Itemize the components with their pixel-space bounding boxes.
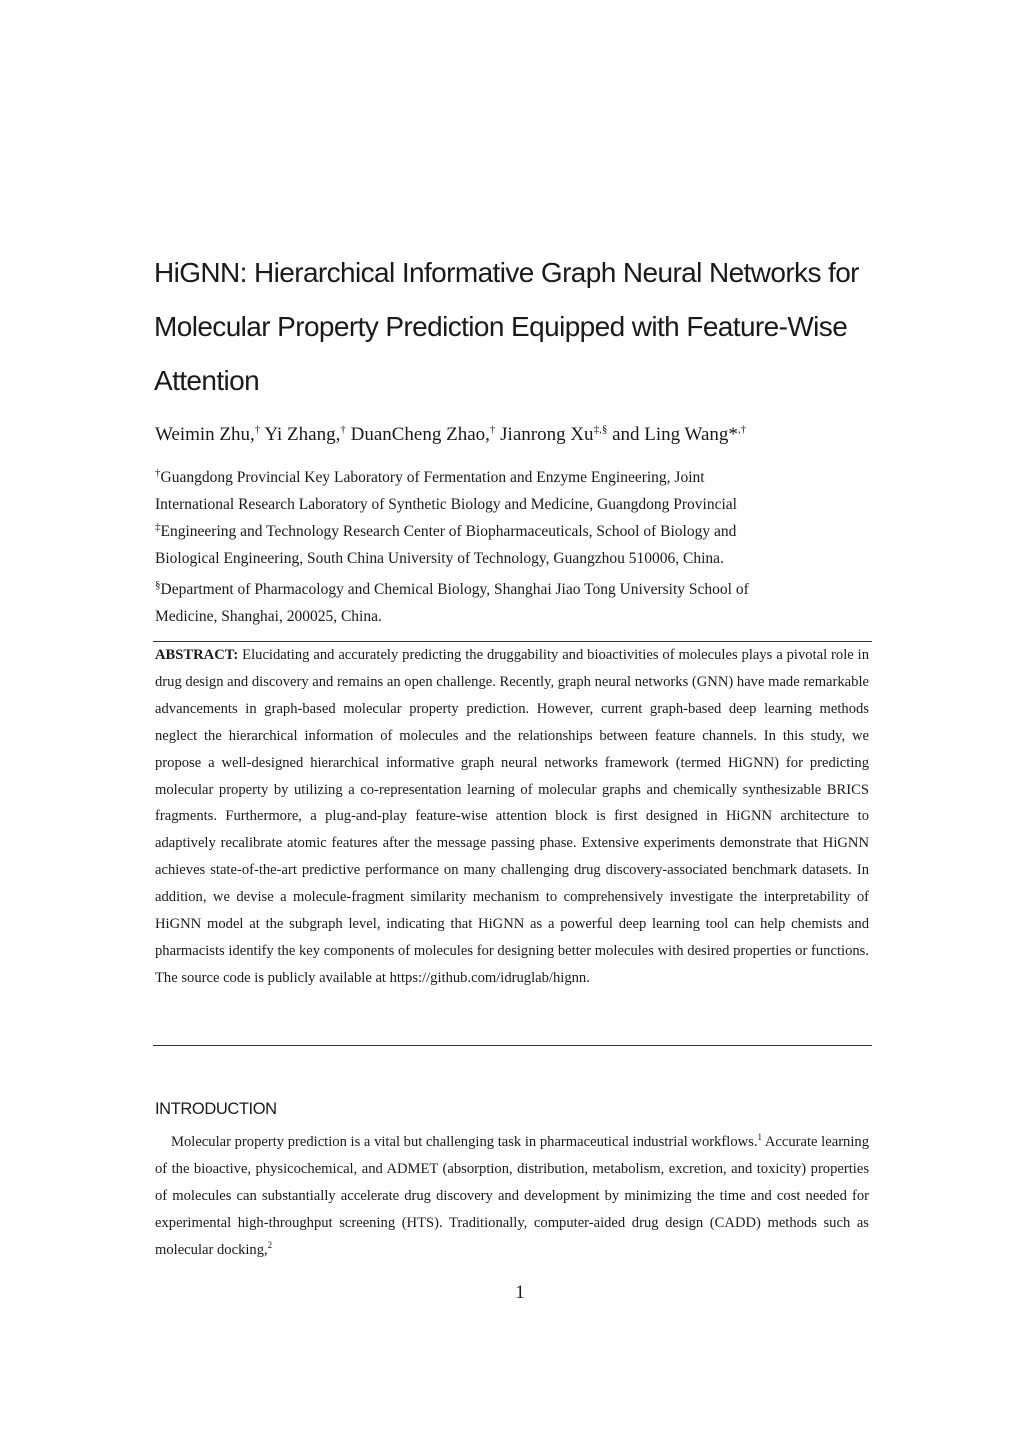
author-name: Weimin Zhu, — [155, 424, 255, 445]
author-affiliation-mark: † — [489, 423, 496, 436]
affiliation-text: Engineering and Technology Research Center of Biopharmaceuticals, School of Biology and — [160, 523, 737, 540]
citation-ref: 1 — [757, 1132, 763, 1143]
affiliation-block — [155, 464, 875, 572]
introduction-paragraph — [155, 1129, 869, 1264]
citation-ref: 2 — [267, 1240, 273, 1251]
intro-text: Accurate learning of the bioactive, physicochemical, and ADMET (absorption, distribution, metabolism, excretion, and toxicity) properties of molecules can substantially accelerate drug discovery and development by minimizing the time and cost needed for experimental high-throughput screening (HTS). Traditionally, computer-aided drug design (CADD) methods such as molecular docking, — [155, 1134, 869, 1258]
affiliation-line — [155, 464, 875, 491]
author-name: Yi Zhang, — [264, 424, 341, 445]
abstract-bottom-divider — [153, 1045, 872, 1046]
affiliation-line: Biological Engineering, South China University of Technology, Guangzhou 510006, China. — [155, 550, 724, 567]
page-number: 1 — [515, 1282, 525, 1303]
intro-text: Molecular property prediction is a vital but challenging task in pharmaceutical industrial workflows. — [171, 1134, 758, 1150]
affiliation-text: Guangdong Provincial Key Laboratory of Fermentation and Enzyme Engineering, Joint — [160, 469, 705, 486]
abstract-paragraph — [155, 642, 869, 992]
affiliation-line: Medicine, Shanghai, 200025, China. — [155, 608, 382, 625]
author-name: DuanCheng Zhao, — [350, 424, 490, 445]
author-affiliation-mark: † — [254, 423, 261, 436]
author-name: Jianrong Xu — [500, 424, 594, 445]
affiliation-line — [155, 518, 875, 545]
affiliation-mark: § — [155, 578, 161, 591]
abstract-label: ABSTRACT: — [155, 647, 239, 663]
author-affiliation-mark: † — [340, 423, 346, 436]
affiliation-mark: ‡ — [155, 520, 161, 533]
affiliation-block — [155, 576, 875, 630]
paper-title: HiGNN: Hierarchical Informative Graph Neural Networks for Molecular Property Prediction Equipped with Feature-Wise Attention — [154, 257, 859, 396]
affiliation-line: International Research Laboratory of Synthetic Biology and Medicine, Guangdong Provincial — [155, 496, 737, 513]
abstract-text: Elucidating and accurately predicting the druggability and bioactivities of molecules plays a pivotal role in drug design and discovery and remains an open challenge. Recently, graph neural networks (GNN) have made remarkable advancements in graph-based molecular property prediction. However, current graph-based deep learning methods neglect the hierarchical information of molecules and the relationships between feature channels. In this study, we propose a well-designed hierarchical informative graph neural networks framework (termed HiGNN) for predicting molecular property by utilizing a co-representation learning of molecular graphs and chemically synthesizable BRICS fragments. Furthermore, a plug-and-play feature-wise attention block is first designed in HiGNN architecture to adaptively recalibrate atomic features after the message passing phase. Extensive experiments demonstrate that HiGNN achieves state-of-the-art predictive performance on many challenging drug discovery-associated benchmark datasets. In addition, we devise a molecule-fragment similarity mechanism to comprehensively investigate the interpretability of HiGNN model at the subgraph level, indicating that HiGNN as a powerful deep learning tool can help chemists and pharmacists identify the key components of molecules for designing better molecules with desired properties or functions. The source code is publicly available at https://github.com/idruglab/hignn. — [155, 647, 869, 986]
author-affiliation-mark: ,† — [737, 423, 747, 436]
author-list — [155, 422, 875, 448]
affiliation-line — [155, 576, 875, 603]
affiliation-mark: † — [155, 466, 161, 479]
author-affiliation-mark: ‡,§ — [593, 423, 608, 436]
section-heading: INTRODUCTION — [155, 1100, 277, 1118]
author-name: and Ling Wang* — [612, 424, 738, 445]
affiliation-text: Department of Pharmacology and Chemical Biology, Shanghai Jiao Tong University School of — [160, 581, 749, 598]
